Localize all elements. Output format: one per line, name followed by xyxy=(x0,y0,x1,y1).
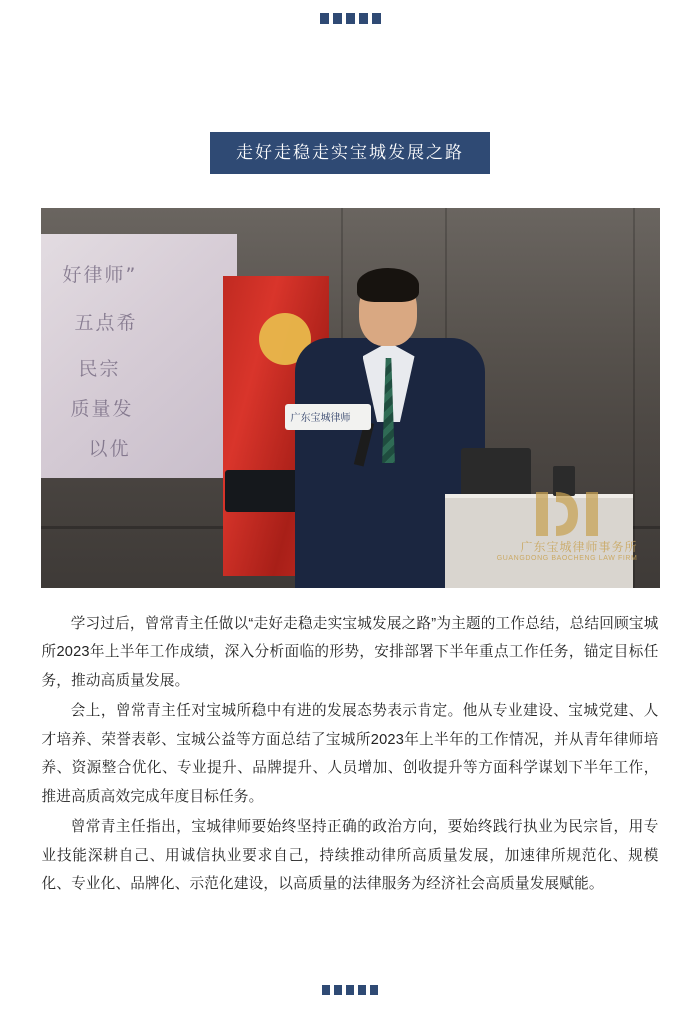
screen-line-2: 五点希 xyxy=(74,312,138,334)
ornament-dash xyxy=(358,985,366,995)
ornament-dash xyxy=(346,985,354,995)
article-body xyxy=(42,610,659,901)
firm-logo-icon xyxy=(526,484,616,544)
page-title-text: 走好走稳走实宝城发展之路 xyxy=(236,143,464,162)
firm-name-cn: 广东宝城律师事务所 xyxy=(520,540,638,555)
screen-line-4: 质量发 xyxy=(70,398,134,420)
ornament-dash xyxy=(359,13,368,24)
screen-line-3: 民宗 xyxy=(78,358,121,380)
ornament-dash xyxy=(322,985,330,995)
microphone-flag-label: 广东宝城律师 xyxy=(290,413,351,424)
ornament-dash xyxy=(320,13,329,24)
ornament-dash xyxy=(334,985,342,995)
page-title xyxy=(210,132,490,174)
firm-name-en: GUANGDONG BAOCHENG LAW FIRM xyxy=(496,555,638,563)
bottom-ornament xyxy=(0,985,700,995)
ornament-dash xyxy=(333,13,342,24)
ornament-dash xyxy=(370,985,378,995)
title-block xyxy=(0,132,700,174)
ornament-dash xyxy=(372,13,381,24)
wall-seam xyxy=(633,208,635,588)
screen-line-1: 好律师” xyxy=(62,264,138,286)
laptop xyxy=(461,448,531,498)
article-paragraph: 曾常青主任指出，宝城律师要始终坚持正确的政治方向，要始终践行执业为民宗旨，用专业技能深耕自己、用诚信执业要求自己，持续推动律所高质量发展，加速律所规范化、规模化、专业化、品牌化、示范化建设，以高质量的法律服务为经济社会高质量发展赋能。 xyxy=(41,819,659,893)
screen-line-5: 以优 xyxy=(88,438,131,460)
firm-logo-text xyxy=(497,540,638,564)
top-ornament xyxy=(0,13,700,24)
article-photo xyxy=(41,208,660,588)
article-paragraph: 学习过后，曾常青主任做以“走好走稳走实宝城发展之路”为主题的工作总结，总结回顾宝城所2023年上半年工作成绩，深入分析面临的形势，安排部署下半年重点工作任务，锚定目标任务，推动高质量发展。 xyxy=(41,616,659,689)
speaker-hair xyxy=(357,268,419,302)
article-paragraph: 会上，曾常青主任对宝城所稳中有进的发展态势表示肯定。他从专业建设、宝城党建、人才培养、荣誉表彰、宝城公益等方面总结了宝城所2023年上半年的工作情况，并从青年律师培养、资源整合优化、专业提升、品牌提升、人员增加、创收提升等方面科学谋划下半年工作，推进高质高效完成年度目标任务。 xyxy=(41,703,659,805)
ornament-dash xyxy=(346,13,355,24)
